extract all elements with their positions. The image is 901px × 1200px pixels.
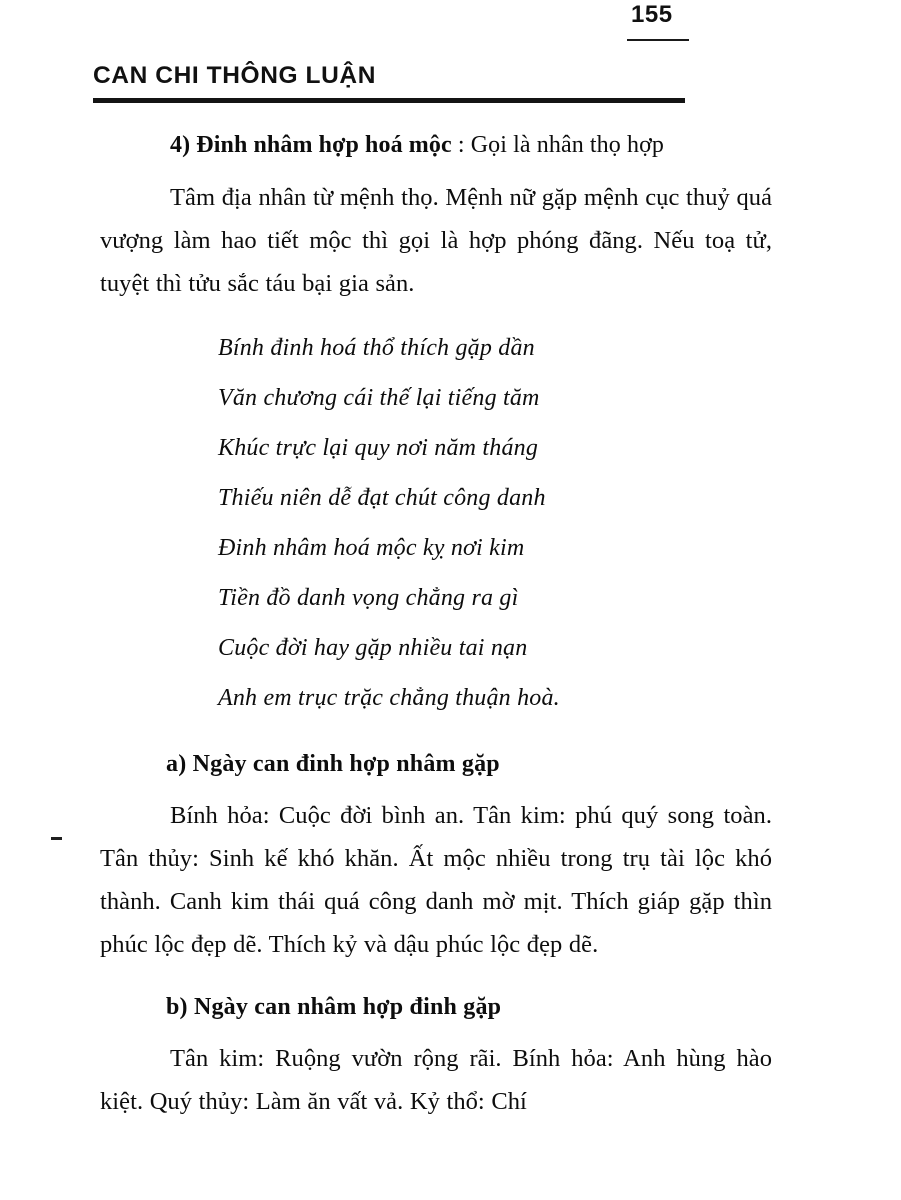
verse-line: Khúc trực lại quy nơi năm tháng bbox=[218, 434, 539, 461]
verse-line: Văn chương cái thế lại tiếng tăm bbox=[218, 384, 540, 411]
header-divider-rule bbox=[93, 98, 685, 103]
book-running-title: CAN CHI THÔNG LUẬN bbox=[93, 62, 377, 89]
verse-line: Tiền đồ danh vọng chẳng ra gì bbox=[218, 584, 519, 611]
page-content-column bbox=[100, 130, 772, 1123]
verse-block bbox=[100, 323, 772, 723]
verse-line: Thiếu niên dễ đạt chút công danh bbox=[218, 484, 546, 511]
subsection-b-paragraph: Tân kim: Ruộng vườn rộng rãi. Bính hỏa: Anh hùng hào kiệt. Quý thủy: Làm ăn vất vả. Kỷ thổ: Chí bbox=[100, 1045, 772, 1116]
page-number: 155 bbox=[631, 1, 673, 28]
section-heading-bold-text: 4) Đinh nhâm hợp hoá mộc bbox=[170, 132, 452, 158]
verse-line: Cuộc đời hay gặp nhiều tai nạn bbox=[218, 634, 528, 661]
verse-line: Anh em trục trặc chẳng thuận hoà. bbox=[218, 684, 560, 711]
section-heading-4 bbox=[100, 130, 772, 162]
verse-line: Đinh nhâm hoá mộc kỵ nơi kim bbox=[218, 534, 525, 561]
subsection-heading-b: b) Ngày can nhâm hợp đinh gặp bbox=[166, 993, 502, 1020]
section-heading-tail-text: : Gọi là nhân thọ hợp bbox=[451, 132, 664, 158]
running-header bbox=[93, 62, 783, 106]
subsection-a-paragraph: Bính hỏa: Cuộc đời bình an. Tân kim: phú quý song toàn. Tân thủy: Sinh kế khó khăn. Ất mộc nhiều trong trụ tài lộc khó thành. Canh kim thái quá công danh mờ mịt. Thích giáp gặp thìn phúc lộc đẹp dẽ. Thích kỷ và dậu phúc lộc đẹp dẽ. bbox=[100, 801, 772, 958]
scan-margin-tick-mark bbox=[51, 837, 62, 840]
intro-paragraph: Tâm địa nhân từ mệnh thọ. Mệnh nữ gặp mệnh cục thuỷ quá vượng làm hao tiết mộc thì gọi là hợp phóng đãng. Nếu toạ tử, tuyệt thì tửu sắc táu bại gia sản. bbox=[100, 183, 772, 297]
verse-line: Bính đinh hoá thổ thích gặp dần bbox=[218, 334, 535, 361]
subsection-heading-a: a) Ngày can đinh hợp nhâm gặp bbox=[166, 750, 500, 777]
page-number-underline bbox=[627, 39, 689, 41]
